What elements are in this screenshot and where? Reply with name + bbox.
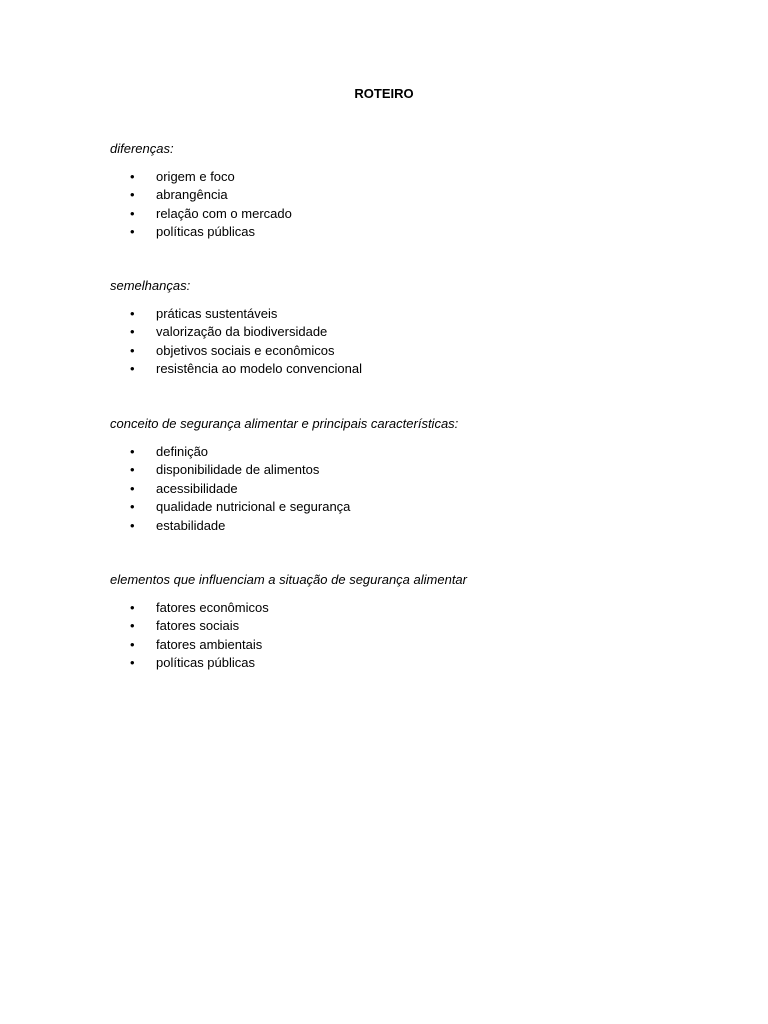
list-item [110,186,710,204]
section-heading: conceito de segurança alimentar e principais características: [110,416,459,431]
list-item [110,517,710,535]
bullet-list [110,599,710,673]
list-item-text: definição [156,444,209,459]
list-item-text: acessibilidade [156,480,238,496]
list-item [110,443,710,461]
section-similarities [110,277,710,379]
list-item [110,636,710,654]
section-influencing-elements [110,571,710,673]
list-item-text: abrangência [156,187,228,203]
list-item-text: resistência ao modelo convencional [156,361,362,377]
list-item-text: valorização da biodiversidade [156,324,328,340]
list-item [110,305,710,323]
list-item-text: estabilidade [156,517,226,533]
section-heading: elementos que influenciam a situação de segurança alimentar [110,572,467,587]
bullet-icon: • [130,169,135,184]
list-item [110,342,710,360]
list-item [110,205,710,223]
section-heading: diferenças: [110,141,174,156]
list-item-text: objetivos sociais e econômicos [156,342,335,358]
list-item [110,461,710,479]
bullet-icon: • [130,187,135,203]
bullet-icon: • [130,224,135,240]
list-item-text: origem e foco [156,169,235,184]
bullet-icon: • [130,480,135,496]
bullet-icon: • [130,306,135,321]
list-item-text: disponibilidade de alimentos [156,462,320,478]
section-differences [110,140,710,242]
list-item-text: fatores sociais [156,618,240,634]
list-item [110,498,710,516]
list-item [110,599,710,617]
section-heading: semelhanças: [110,278,191,293]
bullet-icon: • [130,361,135,377]
bullet-icon: • [130,462,135,478]
list-item [110,223,710,241]
list-item-text: fatores econômicos [156,600,269,615]
list-item [110,654,710,672]
list-item-text: políticas públicas [156,224,255,240]
list-item [110,480,710,498]
bullet-icon: • [130,517,135,533]
list-item [110,168,710,186]
bullet-icon: • [130,324,135,340]
bullet-icon: • [130,618,135,634]
list-item-text: práticas sustentáveis [156,306,278,321]
list-item [110,617,710,635]
list-item-text: qualidade nutricional e segurança [156,499,351,515]
list-item-text: políticas públicas [156,655,255,671]
bullet-list [110,443,710,535]
section-food-security-concept [110,415,710,535]
bullet-icon: • [130,655,135,671]
bullet-icon: • [130,600,135,615]
bullet-icon: • [130,342,135,358]
bullet-icon: • [130,636,135,652]
list-item-text: fatores ambientais [156,636,263,652]
bullet-icon: • [130,499,135,515]
bullet-list [110,168,710,242]
bullet-icon: • [130,205,135,221]
bullet-icon: • [130,444,135,459]
list-item [110,323,710,341]
document-title: ROTEIRO [354,86,414,101]
list-item-text: relação com o mercado [156,205,292,221]
list-item [110,360,710,378]
bullet-list [110,305,710,379]
